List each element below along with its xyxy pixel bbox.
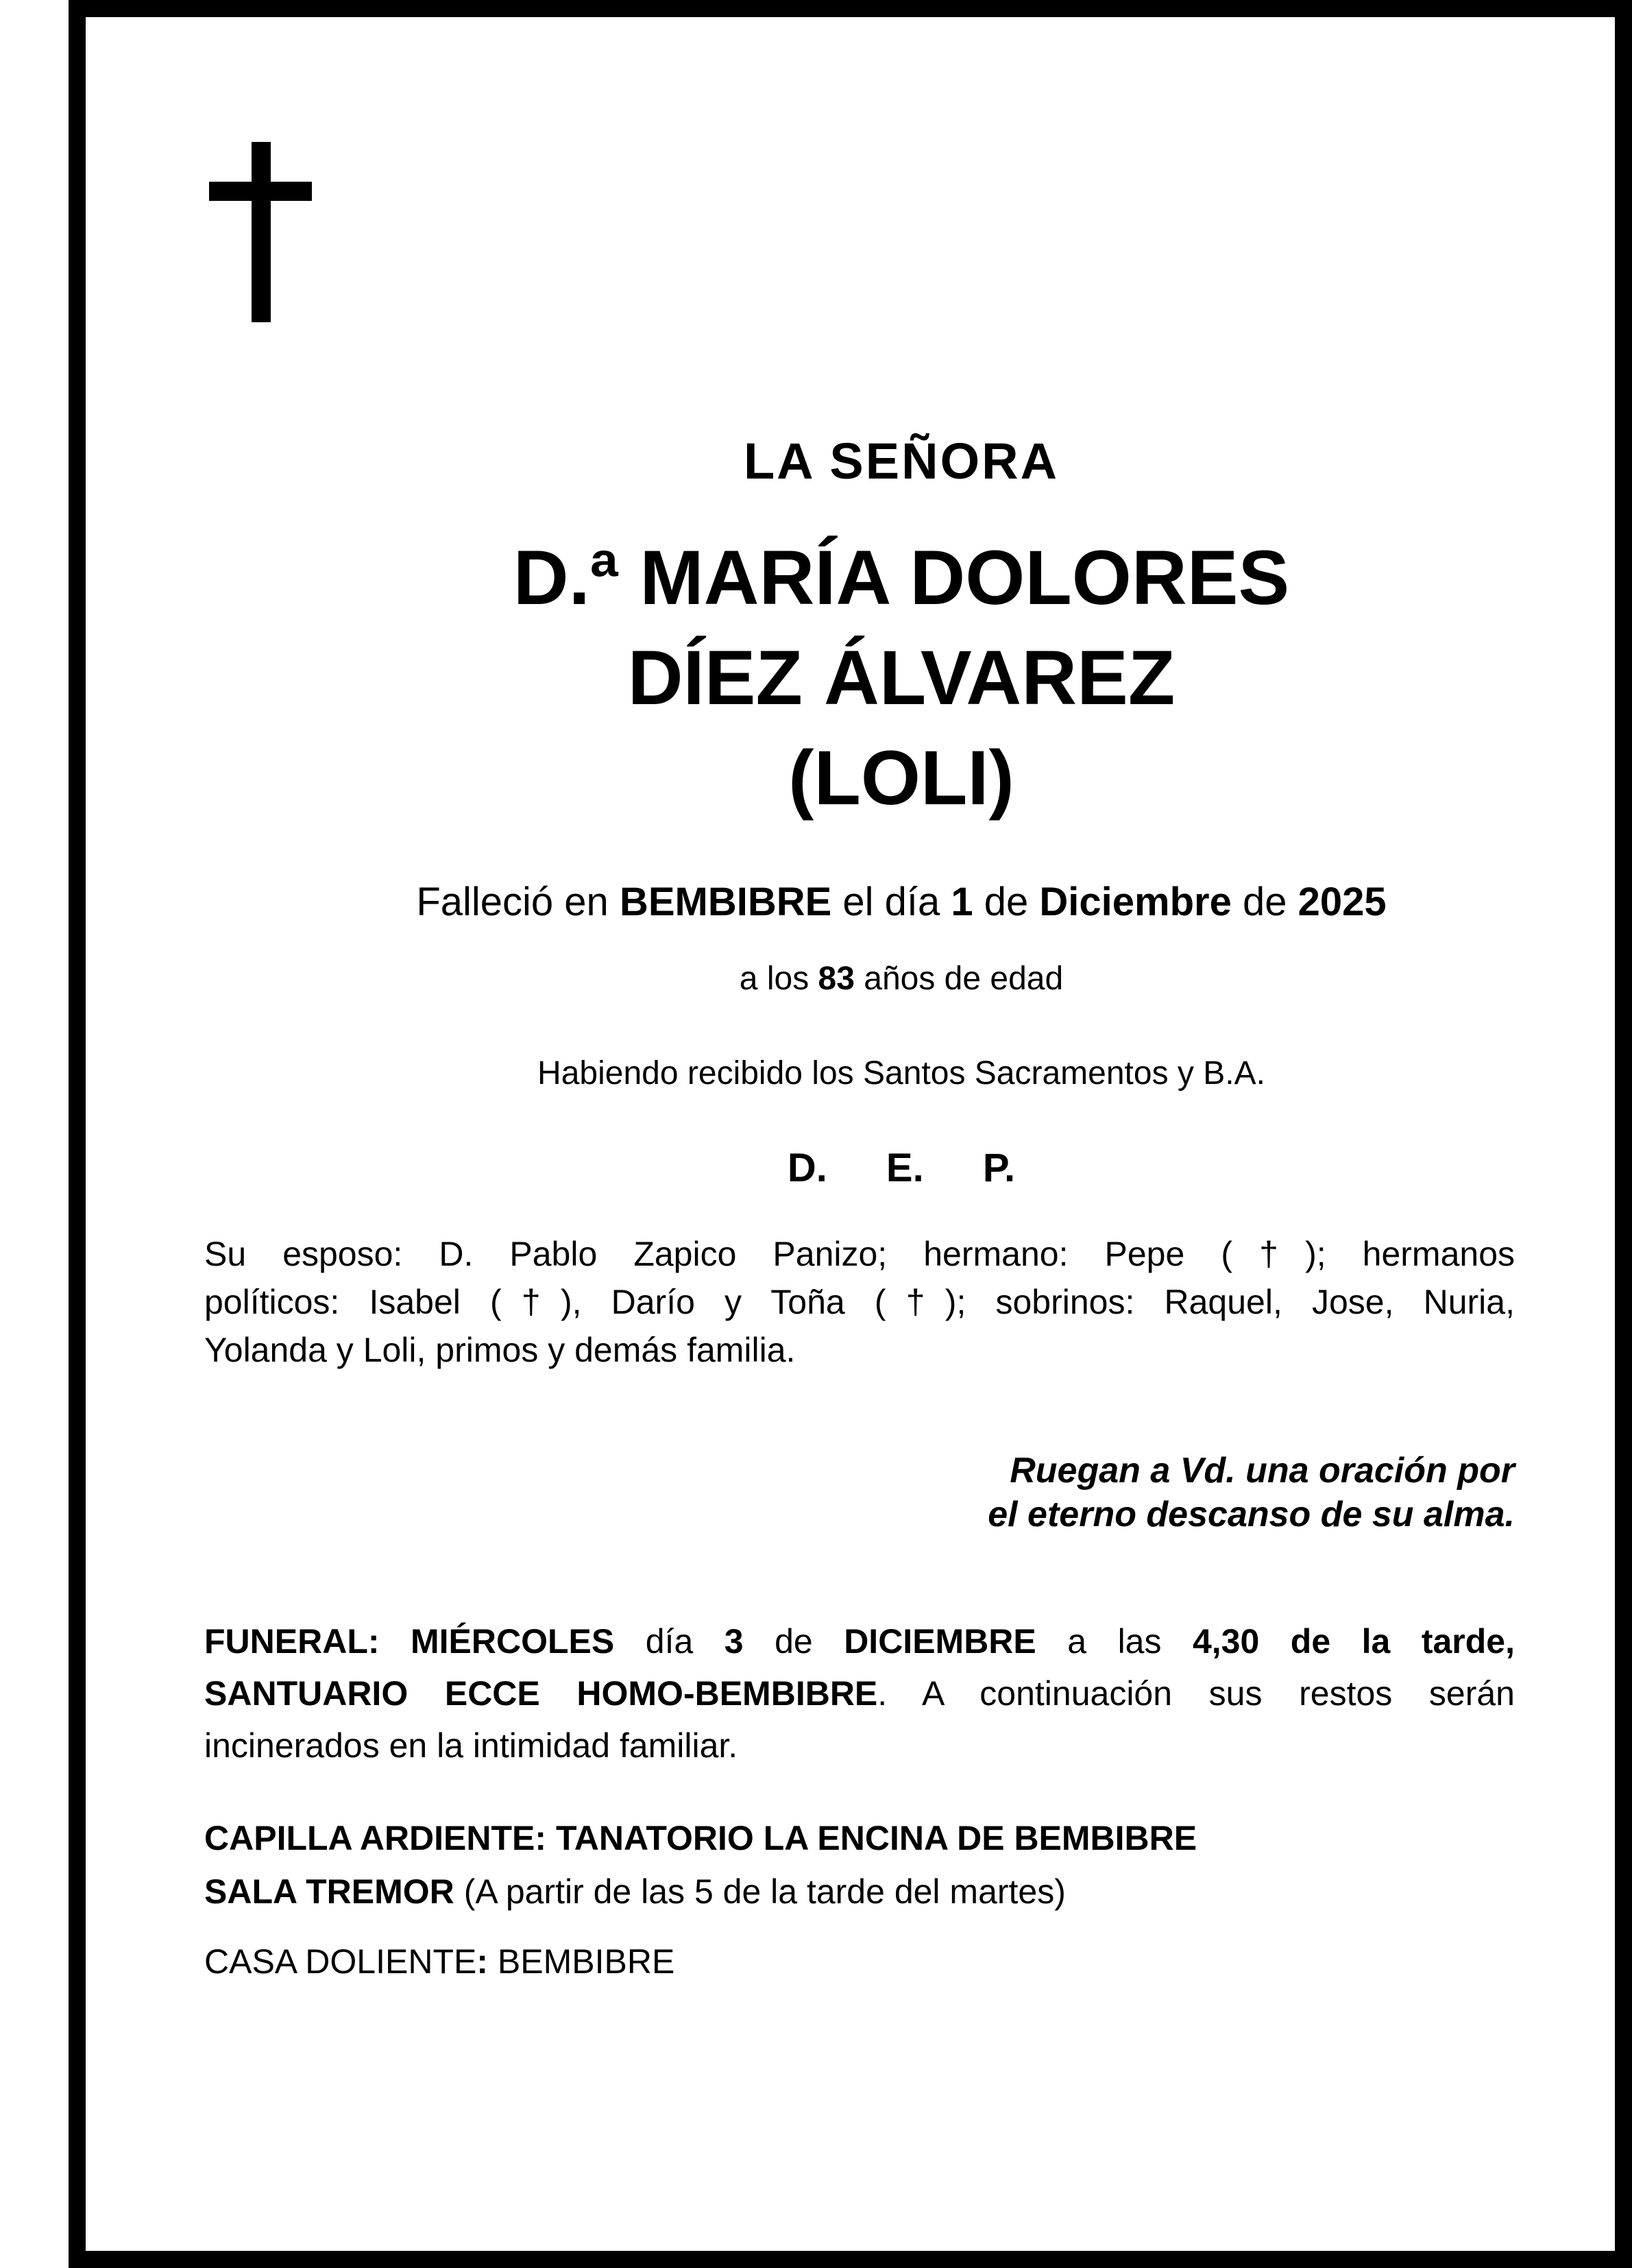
prayer-line-1: Ruegan a Vd. una oración por [1010, 1451, 1515, 1491]
family-line-1: Su esposo: D. Pablo Zapico Panizo; hermano: Pepe (†); hermanos [204, 1235, 1515, 1273]
header-la-senora: LA SEÑORA [743, 433, 1060, 490]
deceased-name-line-3: (LOLI) [788, 735, 1014, 821]
sala-tremor-line: SALA TREMOR (A partir de las 5 de la tarde del martes) [204, 1872, 1066, 1911]
funeral-line-3: incinerados en la intimidad familiar. [204, 1726, 738, 1765]
cross-horizontal-bar [209, 182, 312, 201]
age-line: a los 83 años de edad [739, 961, 1064, 997]
dep-line: D. E. P. [787, 1146, 1016, 1190]
deceased-name-line-1: D.ª MARÍA DOLORES [513, 535, 1290, 620]
latin-cross-icon [209, 142, 312, 322]
family-paragraph [204, 1230, 1515, 1374]
sacraments-line: Habiendo recibido los Santos Sacramentos y B.A. [537, 1055, 1265, 1091]
prayer-line-2: el eterno descanso de su alma. [988, 1495, 1515, 1534]
casa-doliente-line: CASA DOLIENTE: BEMBIBRE [204, 1942, 675, 1981]
cross-vertical-bar [252, 142, 271, 322]
deceased-name [240, 528, 1563, 828]
death-place-date-line: Falleció en BEMBIBRE el día 1 de Diciembre de 2025 [416, 880, 1387, 924]
funeral-line-1: FUNERAL: MIÉRCOLES día 3 de DICIEMBRE a las 4,30 de la tarde, [204, 1622, 1515, 1661]
family-line-2: políticos: Isabel (†), Darío y Toña (†); sobrinos: Raquel, Jose, Nuria, [204, 1283, 1515, 1321]
funeral-paragraph [204, 1615, 1515, 1772]
funeral-line-2: SANTUARIO ECCE HOMO-BEMBIBRE. A continuación sus restos serán [204, 1674, 1515, 1713]
deceased-name-line-2: DÍEZ ÁLVAREZ [627, 635, 1176, 721]
obituary-border-frame [69, 0, 1632, 2268]
capilla-ardiente-line: CAPILLA ARDIENTE: TANATORIO LA ENCINA DE BEMBIBRE [204, 1819, 1197, 1857]
family-line-3: Yolanda y Loli, primos y demás familia. [204, 1331, 796, 1369]
prayer-request [204, 1449, 1515, 1536]
